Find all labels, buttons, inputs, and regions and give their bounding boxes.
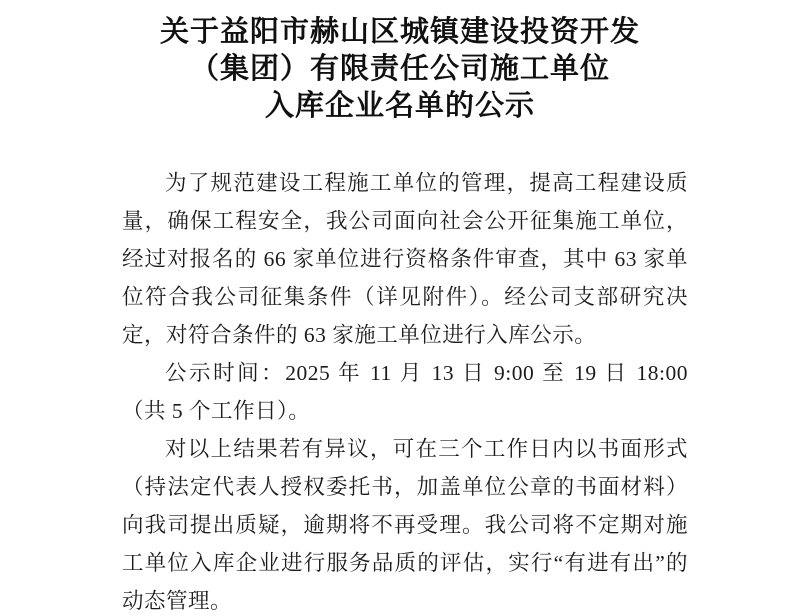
title-line-3: 入库企业名单的公示 [264, 90, 535, 122]
title-line-1: 关于益阳市赫山区城镇建设投资开发 [159, 16, 640, 48]
paragraph-intro: 为了规范建设工程施工单位的管理，提高工程建设质量，确保工程安全，我公司面向社会公开征集施工单位，经过对报名的 66 家单位进行资格条件审查，其中 63 家单位符合我公司征集条件（详见附件）。经公司支部研究决定，对符合条件的 63 家施工单位进行入库公示。 [122, 171, 688, 347]
paragraph-publicity-period: 公示时间：2025 年 11 月 13 日 9:00 至 19 日 18:00（共 5 个工作日）。 [122, 361, 688, 423]
document-body [122, 164, 688, 616]
paragraph-objection-procedure: 对以上结果若有异议，可在三个工作日内以书面形式（持法定代表人授权委托书，加盖单位公章的书面材料）向我司提出质疑，逾期将不再受理。我公司将不定期对施工单位入库企业进行服务品质的评估，实行“有进有出”的动态管理。 [122, 437, 688, 613]
document-title [60, 14, 740, 125]
title-line-2: （集团）有限责任公司施工单位 [189, 53, 610, 85]
